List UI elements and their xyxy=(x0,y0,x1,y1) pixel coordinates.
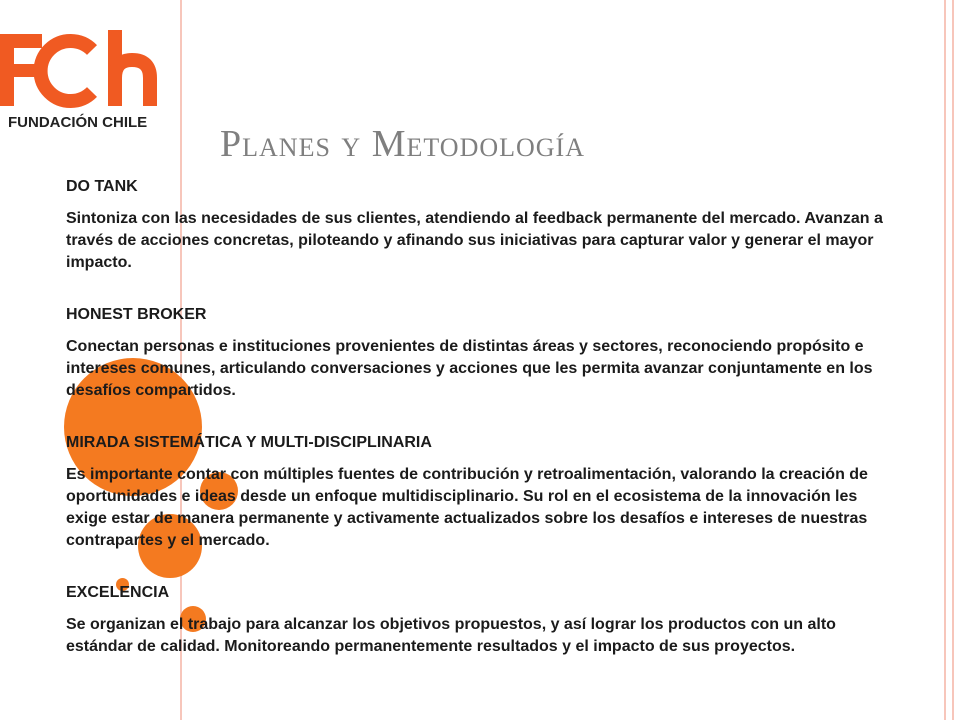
section-heading: DO TANK xyxy=(66,178,138,195)
slide-title xyxy=(220,122,585,166)
section-paragraph: Se organizan el trabajo para alcanzar los objetivos propuestos, y así lograr los productos con un alto estándar de calidad. Monitoreando permanentemente resultados y el impacto de sus proyectos. xyxy=(66,616,836,655)
section-paragraph: Conectan personas e instituciones provenientes de distintas áreas y sectores, reconociendo propósito e intereses comunes, articulando conversaciones y acciones que les permita avanzar conjuntamente en los desafíos compartidos. xyxy=(66,338,873,399)
fch-logo-mark xyxy=(0,30,160,110)
title-initial-p: P xyxy=(220,123,243,165)
section-heading: HONEST BROKER xyxy=(66,306,207,323)
logo-subtitle: FUNDACIÓN CHILE xyxy=(8,114,148,131)
section-heading: MIRADA SISTEMÁTICA Y MULTI-DISCIPLINARIA xyxy=(66,434,432,451)
right-guide-line-1 xyxy=(944,0,946,720)
title-connector: Y xyxy=(341,133,362,162)
fundacion-chile-logo xyxy=(0,30,160,140)
title-initial-m: M xyxy=(371,123,407,165)
right-guide-line-2 xyxy=(952,0,954,720)
section-paragraph: Es importante contar con múltiples fuentes de contribución y retroalimentación, valorando la creación de oportunidades e ideas desde un enfoque multidisciplinario. Su rol en el ecosistema de la innovación les exige estar de manera permanente y activamente actualizados sobre los desafíos e intereses de nuestras contrapartes y el mercado. xyxy=(66,466,868,549)
section-paragraph: Sintoniza con las necesidades de sus clientes, atendiendo al feedback permanente del mercado. Avanzan a través de acciones concretas, piloteando y afinando sus iniciativas para capturar valor y generar el mayor impacto. xyxy=(66,210,883,271)
section-heading: EXCELENCIA xyxy=(66,584,170,601)
content-body xyxy=(66,176,886,658)
title-word-metodologia: ETODOLOGÍA xyxy=(406,133,585,162)
title-word-planes: LANES xyxy=(242,133,331,162)
